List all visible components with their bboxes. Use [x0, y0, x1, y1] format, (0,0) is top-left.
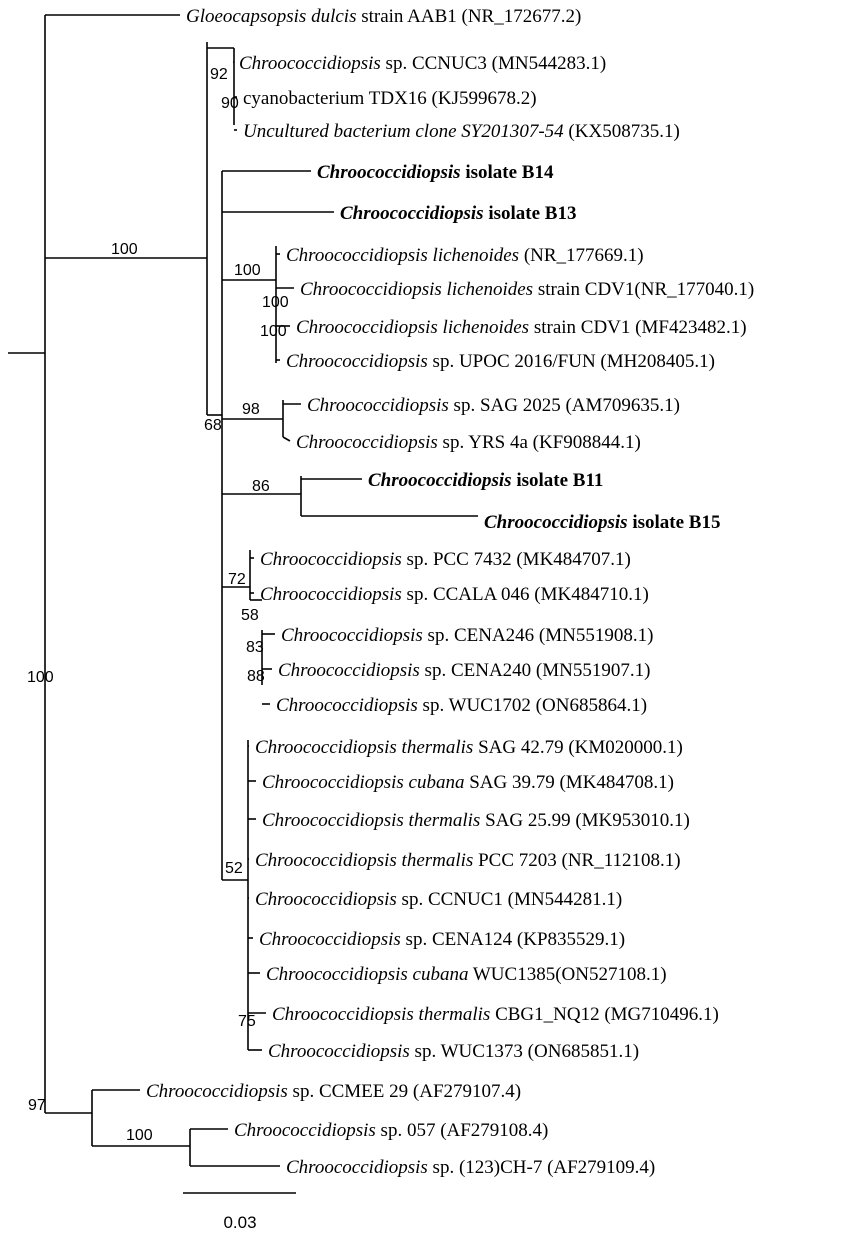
- leaf-label: Chroococcidiopsis sp. CCNUC3 (MN544283.1): [239, 53, 607, 74]
- leaf-labels: [146, 6, 754, 1178]
- bootstrap-value: 68: [204, 417, 222, 434]
- bootstrap-value: 97: [28, 1097, 46, 1114]
- bootstrap-value: 100: [262, 294, 289, 311]
- bootstrap-value: 100: [234, 262, 261, 279]
- leaf-label: Chroococcidiopsis sp. CENA240 (MN551907.1): [278, 660, 651, 681]
- leaf-label: Chroococcidiopsis sp. 057 (AF279108.4): [234, 1120, 549, 1141]
- leaf-label: Chroococcidiopsis thermalis PCC 7203 (NR_112108.1): [255, 850, 681, 871]
- bootstrap-value: 100: [111, 241, 138, 258]
- bootstrap-value: 58: [241, 607, 259, 624]
- leaf-label: Chroococcidiopsis cubana WUC1385(ON527108.1): [266, 964, 667, 985]
- scale-bar-label: 0.03: [223, 1213, 257, 1232]
- leaf-label: Uncultured bacterium clone SY201307-54 (KX508735.1): [243, 121, 680, 142]
- leaf-label: Chroococcidiopsis sp. WUC1373 (ON685851.1): [268, 1041, 640, 1062]
- bootstrap-value: 100: [126, 1127, 153, 1144]
- leaf-label: Chroococcidiopsis isolate B14: [317, 162, 554, 183]
- leaf-label: Chroococcidiopsis sp. UPOC 2016/FUN (MH208405.1): [286, 351, 715, 372]
- leaf-label: Chroococcidiopsis sp. CCNUC1 (MN544281.1): [255, 889, 623, 910]
- leaf-label: Chroococcidiopsis sp. (123)CH-7 (AF279109.4): [286, 1157, 656, 1178]
- leaf-label: Chroococcidiopsis cubana SAG 39.79 (MK484708.1): [262, 772, 674, 793]
- scale-bar: [183, 1193, 296, 1232]
- leaf-label: Chroococcidiopsis sp. CCALA 046 (MK484710.1): [260, 584, 649, 605]
- leaf-label: Chroococcidiopsis thermalis SAG 25.99 (MK953010.1): [262, 810, 690, 831]
- leaf-label: Chroococcidiopsis thermalis CBG1_NQ12 (MG710496.1): [272, 1004, 719, 1025]
- bootstrap-value: 75: [238, 1013, 256, 1030]
- leaf-label: Chroococcidiopsis sp. SAG 2025 (AM709635.1): [307, 395, 680, 416]
- bootstrap-value: 90: [221, 95, 239, 112]
- bootstrap-value: 83: [246, 639, 264, 656]
- leaf-label: Chroococcidiopsis sp. CCMEE 29 (AF279107.4): [146, 1081, 522, 1102]
- leaf-label: Gloeocapsopsis dulcis strain AAB1 (NR_172677.2): [186, 6, 582, 27]
- leaf-label: Chroococcidiopsis isolate B15: [484, 512, 721, 533]
- leaf-label: Chroococcidiopsis lichenoides (NR_177669.1): [286, 245, 644, 266]
- leaf-label: Chroococcidiopsis sp. PCC 7432 (MK484707.1): [260, 549, 631, 570]
- leaf-label: Chroococcidiopsis isolate B13: [340, 203, 577, 224]
- bootstrap-value: 100: [260, 323, 287, 340]
- bootstrap-value: 72: [228, 571, 246, 588]
- leaf-label: Chroococcidiopsis isolate B11: [368, 470, 604, 491]
- bootstrap-value: 86: [252, 478, 270, 495]
- bootstrap-values: [27, 66, 289, 1144]
- leaf-label: Chroococcidiopsis lichenoides strain CDV1(NR_177040.1): [300, 279, 755, 300]
- leaf-label: Chroococcidiopsis sp. YRS 4a (KF908844.1): [296, 432, 641, 453]
- leaf-label: Chroococcidiopsis sp. WUC1702 (ON685864.1): [276, 695, 648, 716]
- bootstrap-value: 52: [225, 860, 243, 877]
- leaf-label: Chroococcidiopsis sp. CENA246 (MN551908.1): [281, 625, 654, 646]
- leaf-label: Chroococcidiopsis thermalis SAG 42.79 (KM020000.1): [255, 737, 683, 758]
- leaf-label: Chroococcidiopsis lichenoides strain CDV1 (MF423482.1): [296, 317, 747, 338]
- bootstrap-value: 92: [210, 66, 228, 83]
- bootstrap-value: 98: [242, 401, 260, 418]
- leaf-label: cyanobacterium TDX16 (KJ599678.2): [243, 88, 537, 109]
- bootstrap-value: 100: [27, 669, 54, 686]
- branch-line: [283, 437, 290, 441]
- bootstrap-value: 88: [247, 668, 265, 685]
- leaf-label: Chroococcidiopsis sp. CENA124 (KP835529.1): [259, 929, 626, 950]
